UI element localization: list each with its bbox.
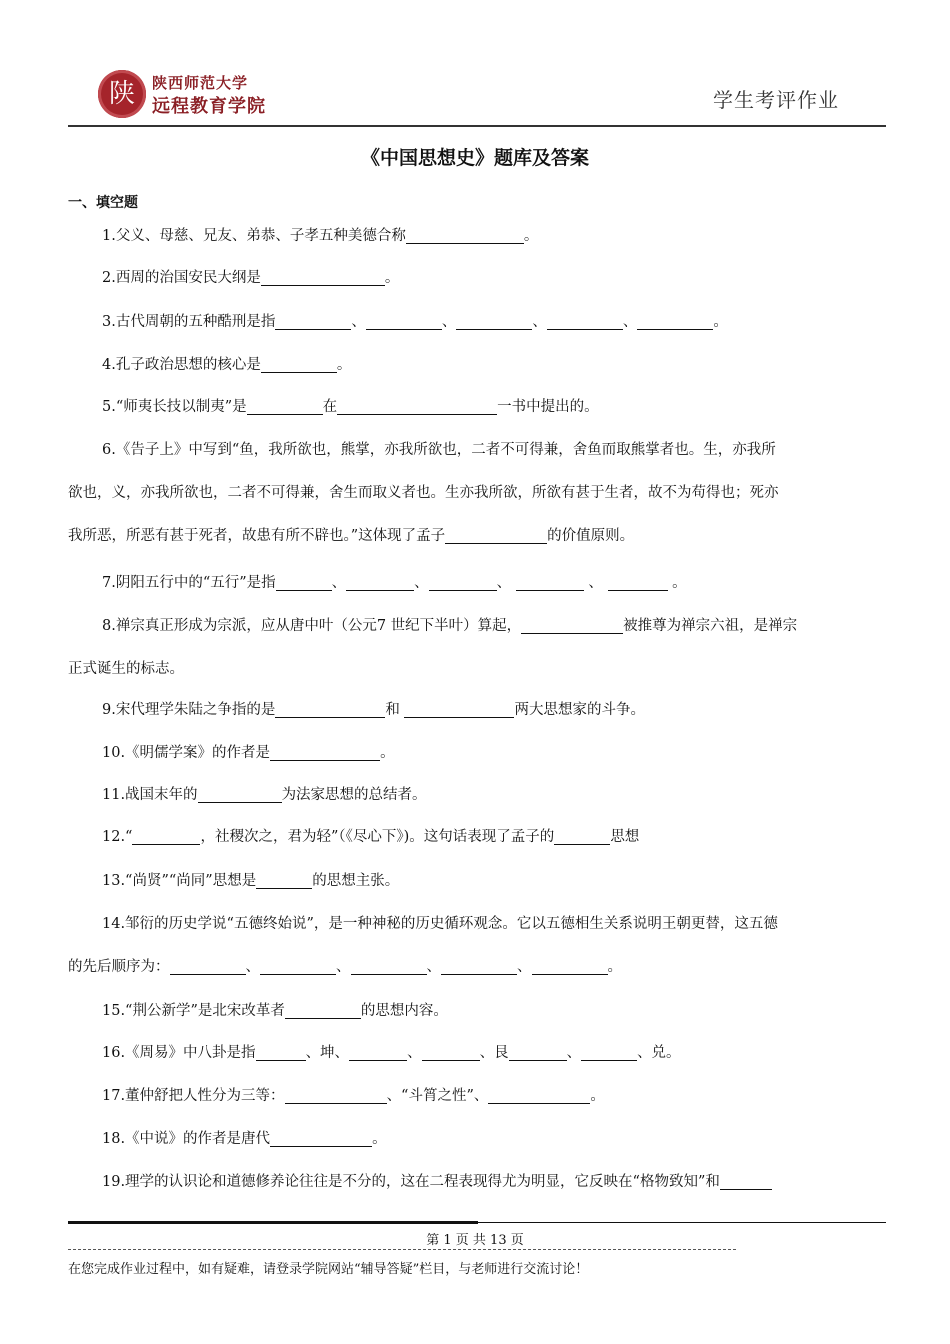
question-text: 被推尊为禅宗六祖，是禅宗 <box>623 618 798 634</box>
question-text: 17.董仲舒把人性分为三等： <box>102 1088 285 1104</box>
question-text: 的先后顺序为： <box>68 959 170 975</box>
question-line <box>68 990 888 1033</box>
answer-blank[interactable] <box>276 574 332 591</box>
question-item <box>68 1118 888 1161</box>
question-text: 、兑。 <box>637 1045 681 1061</box>
question-text: 、 <box>441 314 457 330</box>
question-item <box>68 257 888 300</box>
question-item <box>68 860 888 903</box>
question-line <box>68 301 888 344</box>
answer-blank[interactable] <box>532 958 608 975</box>
question-text: 、 <box>622 314 638 330</box>
answer-blank[interactable] <box>429 574 497 591</box>
answer-blank[interactable] <box>366 313 442 330</box>
question-item <box>68 1032 888 1075</box>
question-text: 、 <box>426 959 441 975</box>
footer-dashed-divider <box>68 1249 736 1250</box>
answer-blank[interactable] <box>547 313 623 330</box>
header-label: 学生考评作业 <box>713 88 839 112</box>
answer-blank[interactable] <box>346 574 414 591</box>
answer-blank[interactable] <box>260 958 336 975</box>
answer-blank[interactable] <box>170 958 246 975</box>
answer-blank[interactable] <box>337 398 497 415</box>
question-text: 4.孔子政治思想的核心是 <box>102 357 261 373</box>
question-item <box>68 774 888 817</box>
question-line <box>68 860 888 903</box>
question-text: 6.《告子上》中写到“鱼，我所欲也，熊掌，亦我所欲也，二者不可得兼，舍鱼而取熊掌者也。生，亦我所 <box>102 442 776 458</box>
answer-blank[interactable] <box>349 1044 407 1061</box>
footer-divider <box>68 1222 886 1223</box>
question-line <box>68 515 888 558</box>
question-text: 我所恶，所恶有甚于死者，故患有所不辟也。”这体现了孟子 <box>68 528 446 544</box>
question-line <box>68 1118 888 1161</box>
question-line <box>68 386 888 429</box>
question-item <box>68 903 888 989</box>
question-line <box>68 605 888 648</box>
question-line <box>68 732 888 775</box>
question-text: 的思想主张。 <box>312 873 400 889</box>
question-text: 思想 <box>610 829 640 845</box>
question-text: 、 <box>414 575 429 591</box>
document-title: 《中国思想史》题库及答案 <box>360 147 589 169</box>
question-text: 18.《中说》的作者是唐代 <box>102 1131 271 1147</box>
question-text: 14.邹衍的历史学说“五德终始说”，是一种神秘的历史循环观念。它以五德相生关系说明王朝更替，这五德 <box>102 916 778 932</box>
question-line <box>68 257 888 300</box>
answer-blank[interactable] <box>275 313 351 330</box>
question-text: 、“斗筲之性”、 <box>386 1088 489 1104</box>
footer-note: 在您完成作业过程中，如有疑难，请登录学院网站“辅导答疑”栏目，与老师进行交流讨论！ <box>68 1262 589 1277</box>
answer-blank[interactable] <box>132 828 200 845</box>
question-text: 。 <box>384 270 400 286</box>
question-text: 的价值原则。 <box>547 528 635 544</box>
question-line <box>68 215 888 258</box>
answer-blank[interactable] <box>351 958 427 975</box>
answer-blank[interactable] <box>720 1173 772 1190</box>
question-line <box>68 344 888 387</box>
question-text: 。 <box>667 575 687 591</box>
answer-blank[interactable] <box>247 398 323 415</box>
page-number: 第 1 页 共 13 页 <box>426 1233 524 1248</box>
header-divider <box>68 125 886 127</box>
question-line <box>68 1161 888 1204</box>
question-text: 11.战国末年的 <box>102 787 198 803</box>
question-line <box>68 1075 888 1118</box>
answer-blank[interactable] <box>445 527 547 544</box>
question-item <box>68 386 888 429</box>
question-line <box>68 816 888 859</box>
question-text: 10.《明儒学案》的作者是 <box>102 745 271 761</box>
answer-blank[interactable] <box>608 574 668 591</box>
question-text: 3.古代周朝的五种酷刑是指 <box>102 314 276 330</box>
question-text: 欲也，义，亦我所欲也，二者不可得兼，舍生而取义者也。生亦我所欲，所欲有甚于生者，故不为苟得也；死亦 <box>68 485 779 501</box>
question-text: 、 <box>331 575 347 591</box>
question-text: 、 <box>351 314 366 330</box>
question-text: 。 <box>590 1088 605 1104</box>
question-item <box>68 1161 888 1204</box>
question-text: 的思想内容。 <box>360 1003 448 1019</box>
question-text: 、 <box>407 1045 422 1061</box>
question-line <box>68 472 888 515</box>
question-text: 、 <box>583 575 608 591</box>
answer-blank[interactable] <box>404 701 514 718</box>
question-text: 正式诞生的标志。 <box>68 661 184 677</box>
college-name: 远程教育学院 <box>152 96 266 117</box>
question-text: 1.父义、母慈、兄友、弟恭、子孝五种美德合称 <box>102 228 406 244</box>
question-item <box>68 605 888 691</box>
answer-blank[interactable] <box>406 227 524 244</box>
question-item <box>68 1075 888 1118</box>
answer-blank[interactable] <box>488 1087 590 1104</box>
question-item <box>68 301 888 344</box>
question-item <box>68 816 888 859</box>
question-text: 12.“ <box>102 829 133 845</box>
question-line <box>68 562 888 605</box>
answer-blank[interactable] <box>456 313 532 330</box>
answer-blank[interactable] <box>441 958 517 975</box>
question-text: 5.“师夷长技以制夷”是 <box>102 399 247 415</box>
section-heading: 一、填空题 <box>68 195 138 211</box>
question-text: 。 <box>607 959 622 975</box>
question-text: 。 <box>372 1131 387 1147</box>
question-line <box>68 648 888 691</box>
question-text: 、 <box>532 314 547 330</box>
question-line <box>68 1032 888 1075</box>
answer-blank[interactable] <box>270 744 380 761</box>
question-item <box>68 215 888 258</box>
question-text: 为法家思想的总结者。 <box>281 787 427 803</box>
question-line <box>68 429 888 472</box>
question-text: 13.“尚贤”“尚同”思想是 <box>102 873 257 889</box>
university-name: 陕西师范大学 <box>152 74 249 92</box>
question-text: 。 <box>523 228 539 244</box>
question-text: 7.阴阳五行中的“五行”是指 <box>102 575 276 591</box>
answer-blank[interactable] <box>256 1044 306 1061</box>
question-line <box>68 689 888 732</box>
answer-blank[interactable] <box>275 701 385 718</box>
question-item <box>68 429 888 558</box>
question-text: 19.理学的认识论和道德修养论往往是不分的，这在二程表现得尤为明显，它反映在“格物致知”和 <box>102 1174 720 1190</box>
answer-blank[interactable] <box>270 1130 372 1147</box>
question-item <box>68 990 888 1033</box>
question-item <box>68 732 888 775</box>
question-text: 和 <box>385 702 405 718</box>
answer-blank[interactable] <box>521 617 623 634</box>
answer-blank[interactable] <box>509 1044 567 1061</box>
answer-blank[interactable] <box>637 313 713 330</box>
question-text: 一书中提出的。 <box>497 399 599 415</box>
question-line <box>68 774 888 817</box>
answer-blank[interactable] <box>285 1087 387 1104</box>
answer-blank[interactable] <box>554 828 610 845</box>
question-text: 。 <box>713 314 728 330</box>
answer-blank[interactable] <box>198 786 282 803</box>
question-text: 9.宋代理学朱陆之争指的是 <box>102 702 276 718</box>
question-text: 、艮 <box>479 1045 509 1061</box>
answer-blank[interactable] <box>581 1044 637 1061</box>
answer-blank[interactable] <box>261 269 385 286</box>
question-text: 2.西周的治国安民大纲是 <box>102 270 261 286</box>
university-seal-icon: 陕 <box>98 70 146 118</box>
question-text: 两大思想家的斗争。 <box>514 702 645 718</box>
question-item <box>68 344 888 387</box>
question-text: 、 <box>496 575 516 591</box>
answer-blank[interactable] <box>516 574 584 591</box>
question-line <box>68 903 888 946</box>
answer-blank[interactable] <box>256 872 312 889</box>
answer-blank[interactable] <box>422 1044 480 1061</box>
question-text: 、 <box>566 1045 582 1061</box>
question-text: ，社稷次之，君为轻”（《尽心下》)。这句话表现了孟子的 <box>200 829 555 845</box>
question-text: 在 <box>322 399 338 415</box>
answer-blank[interactable] <box>285 1002 361 1019</box>
question-item <box>68 689 888 732</box>
question-item <box>68 562 888 605</box>
answer-blank[interactable] <box>261 356 337 373</box>
question-text: 、 <box>517 959 532 975</box>
question-line <box>68 946 888 989</box>
question-text: 、 <box>336 959 351 975</box>
question-text: 。 <box>380 745 395 761</box>
question-text: 、坤、 <box>305 1045 350 1061</box>
question-text: 8.禅宗真正形成为宗派，应从唐中叶（公元7 世纪下半叶）算起， <box>102 618 522 634</box>
question-text: 16.《周易》中八卦是指 <box>102 1045 256 1061</box>
question-text: 15.“荆公新学”是北宋改革者 <box>102 1003 285 1019</box>
question-text: 、 <box>245 959 260 975</box>
question-text: 。 <box>336 357 352 373</box>
